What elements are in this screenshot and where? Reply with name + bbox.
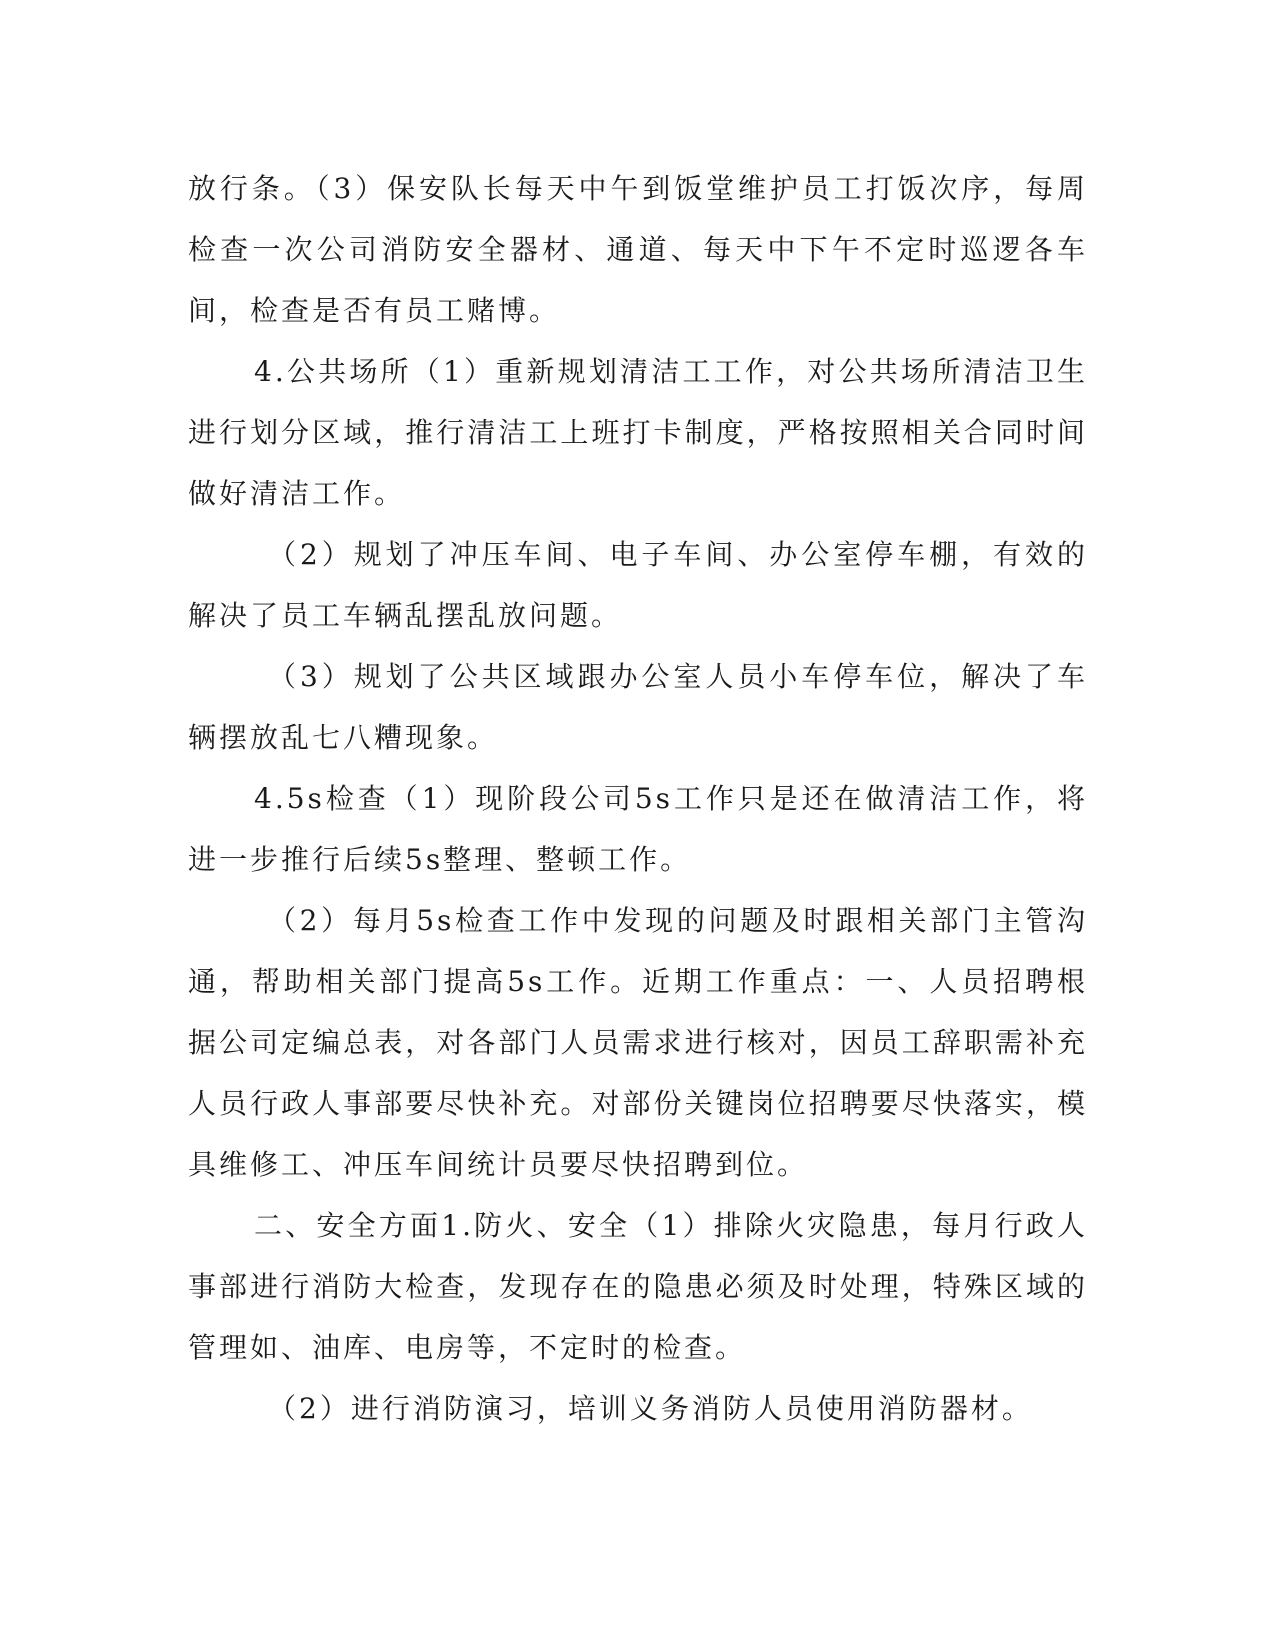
paragraph-1: 放行条。（3）保安队长每天中午到饭堂维护员工打饭次序，每周检查一次公司消防安全器材、通道、每天中下午不定时巡逻各车间，检查是否有员工赌博。 — [188, 172, 1088, 327]
paragraph-2: 4.公共场所（1）重新规划清洁工工作，对公共场所清洁卫生进行划分区域，推行清洁工上班打卡制度，严格按照相关合同时间做好清洁工作。 — [188, 355, 1088, 510]
document-body — [188, 158, 1088, 1439]
paragraph-6: （2）每月5s检查工作中发现的问题及时跟相关部门主管沟通，帮助相关部门提高5s工作。近期工作重点：一、人员招聘根据公司定编总表，对各部门人员需求进行核对，因员工辞职需补充人员行政人事部要尽快补充。对部份关键岗位招聘要尽快落实，模具维修工、冲压车间统计员要尽快招聘到位。 — [188, 904, 1088, 1181]
paragraph-5: 4.5s检查（1）现阶段公司5s工作只是还在做清洁工作，将进一步推行后续5s整理、整顿工作。 — [188, 782, 1088, 876]
paragraph-3: （2）规划了冲压车间、电子车间、办公室停车棚，有效的解决了员工车辆乱摆乱放问题。 — [188, 538, 1088, 632]
paragraph-4: （3）规划了公共区域跟办公室人员小车停车位，解决了车辆摆放乱七八糟现象。 — [188, 660, 1088, 754]
paragraph-7: 二、安全方面1.防火、安全（1）排除火灾隐患，每月行政人事部进行消防大检查，发现存在的隐患必须及时处理，特殊区域的管理如、油库、电房等，不定时的检查。 — [188, 1209, 1088, 1364]
paragraph-8: （2）进行消防演习，培训义务消防人员使用消防器材。 — [268, 1392, 1033, 1425]
